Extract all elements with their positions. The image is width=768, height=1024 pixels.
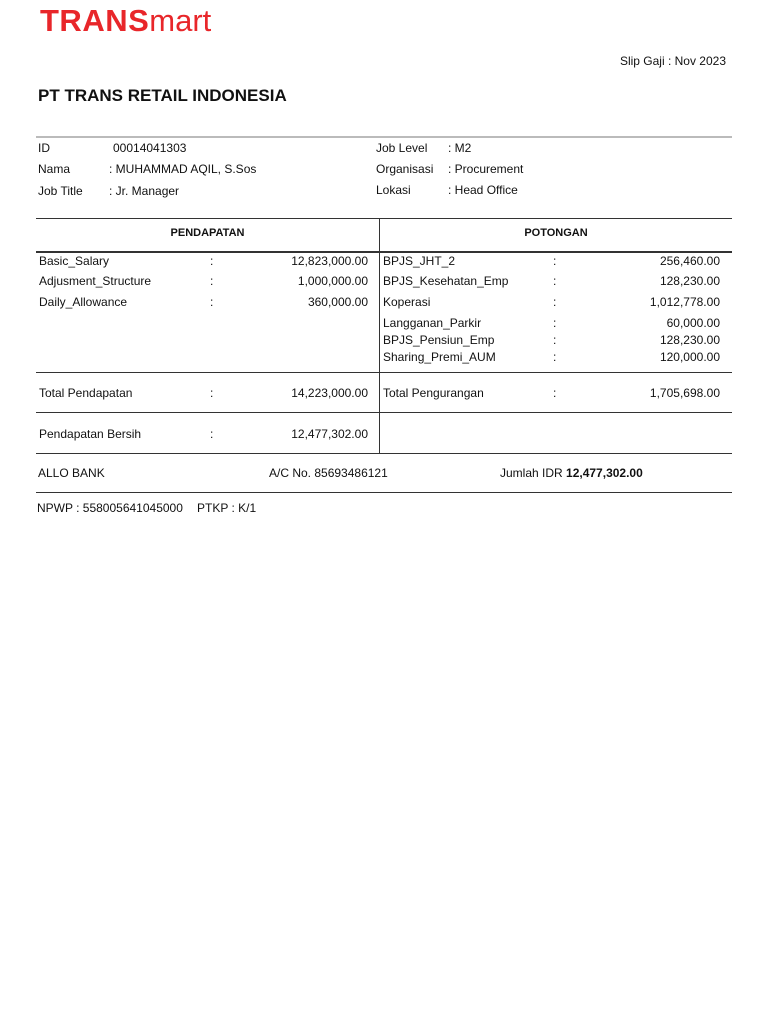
income-item-sep: : — [210, 295, 214, 309]
bank-amount — [500, 466, 643, 480]
bank-account: A/C No. 85693486121 — [269, 466, 388, 480]
income-item-amount: 12,823,000.00 — [291, 254, 368, 268]
income-item-sep: : — [210, 254, 214, 268]
total-income-amount: 14,223,000.00 — [291, 386, 368, 400]
income-item-label: Adjusment_Structure — [39, 274, 152, 288]
table-rule-header — [36, 251, 732, 253]
jobtitle-label: Job Title — [38, 184, 83, 198]
income-item-label: Basic_Salary — [39, 254, 110, 268]
table-rule-net — [36, 453, 732, 454]
deduction-item-sep: : — [553, 350, 557, 364]
income-item-amount: 1,000,000.00 — [297, 274, 368, 288]
deduction-item-label: BPJS_Kesehatan_Emp — [383, 274, 509, 288]
deduction-item-label: Sharing_Premi_AUM — [383, 350, 496, 364]
table-column-divider — [379, 218, 380, 453]
divider-top — [36, 136, 732, 138]
deduction-item-amount: 1,012,778.00 — [649, 295, 720, 309]
deduction-item-amount: 120,000.00 — [659, 350, 720, 364]
total-income-label: Total Pendapatan — [39, 386, 133, 400]
deduction-item-sep: : — [553, 295, 557, 309]
transmart-logo — [40, 4, 211, 38]
id-label: ID — [38, 141, 50, 155]
bank-amount-value: 12,477,302.00 — [566, 466, 643, 480]
net-income-label: Pendapatan Bersih — [39, 427, 142, 441]
total-deductions-sep: : — [553, 386, 557, 400]
joblevel-label: Job Level — [376, 141, 428, 155]
ptkp: PTKP : K/1 — [197, 501, 257, 515]
slip-period: Slip Gaji : Nov 2023 — [619, 54, 726, 68]
jobtitle-value: : Jr. Manager — [109, 184, 180, 198]
income-item-amount: 360,000.00 — [307, 295, 368, 309]
deduction-item-label: Langganan_Parkir — [383, 316, 482, 330]
deduction-item-sep: : — [553, 274, 557, 288]
income-item-sep: : — [210, 274, 214, 288]
net-income-sep: : — [210, 427, 214, 441]
deduction-item-amount: 60,000.00 — [666, 316, 720, 330]
lokasi-value: : Head Office — [448, 183, 518, 197]
total-income-sep: : — [210, 386, 214, 400]
nama-label: Nama — [38, 162, 71, 176]
deduction-item-amount: 128,230.00 — [659, 333, 720, 347]
npwp: NPWP : 558005641045000 — [37, 501, 183, 515]
id-value: 00014041303 — [113, 141, 187, 155]
organisasi-label: Organisasi — [376, 162, 434, 176]
net-income-amount: 12,477,302.00 — [291, 427, 368, 441]
total-deductions-amount: 1,705,698.00 — [649, 386, 720, 400]
income-header: PENDAPATAN — [170, 227, 245, 239]
bank-amount-label: Jumlah IDR — [500, 466, 563, 480]
deduction-item-sep: : — [553, 254, 557, 268]
deduction-item-label: Koperasi — [383, 295, 431, 309]
deduction-item-amount: 256,460.00 — [659, 254, 720, 268]
logo-text-light: mart — [149, 3, 212, 38]
table-rule-bank — [36, 492, 732, 493]
bank-name: ALLO BANK — [38, 466, 105, 480]
deduction-item-amount: 128,230.00 — [659, 274, 720, 288]
deduction-item-label: BPJS_Pensiun_Emp — [383, 333, 495, 347]
lokasi-label: Lokasi — [376, 183, 411, 197]
table-rule-items — [36, 372, 732, 373]
company-name: PT TRANS RETAIL INDONESIA — [38, 86, 287, 105]
deduction-item-label: BPJS_JHT_2 — [383, 254, 456, 268]
logo-text-bold: TRANS — [40, 3, 150, 38]
deduction-item-sep: : — [553, 316, 557, 330]
deductions-header: POTONGAN — [524, 227, 588, 239]
organisasi-value: : Procurement — [448, 162, 524, 176]
table-rule-totals — [36, 412, 732, 413]
deduction-item-sep: : — [553, 333, 557, 347]
total-deductions-label: Total Pengurangan — [383, 386, 484, 400]
income-item-label: Daily_Allowance — [39, 295, 128, 309]
table-rule-top — [36, 218, 732, 219]
nama-value: : MUHAMMAD AQIL, S.Sos — [109, 162, 257, 176]
joblevel-value: : M2 — [448, 141, 472, 155]
